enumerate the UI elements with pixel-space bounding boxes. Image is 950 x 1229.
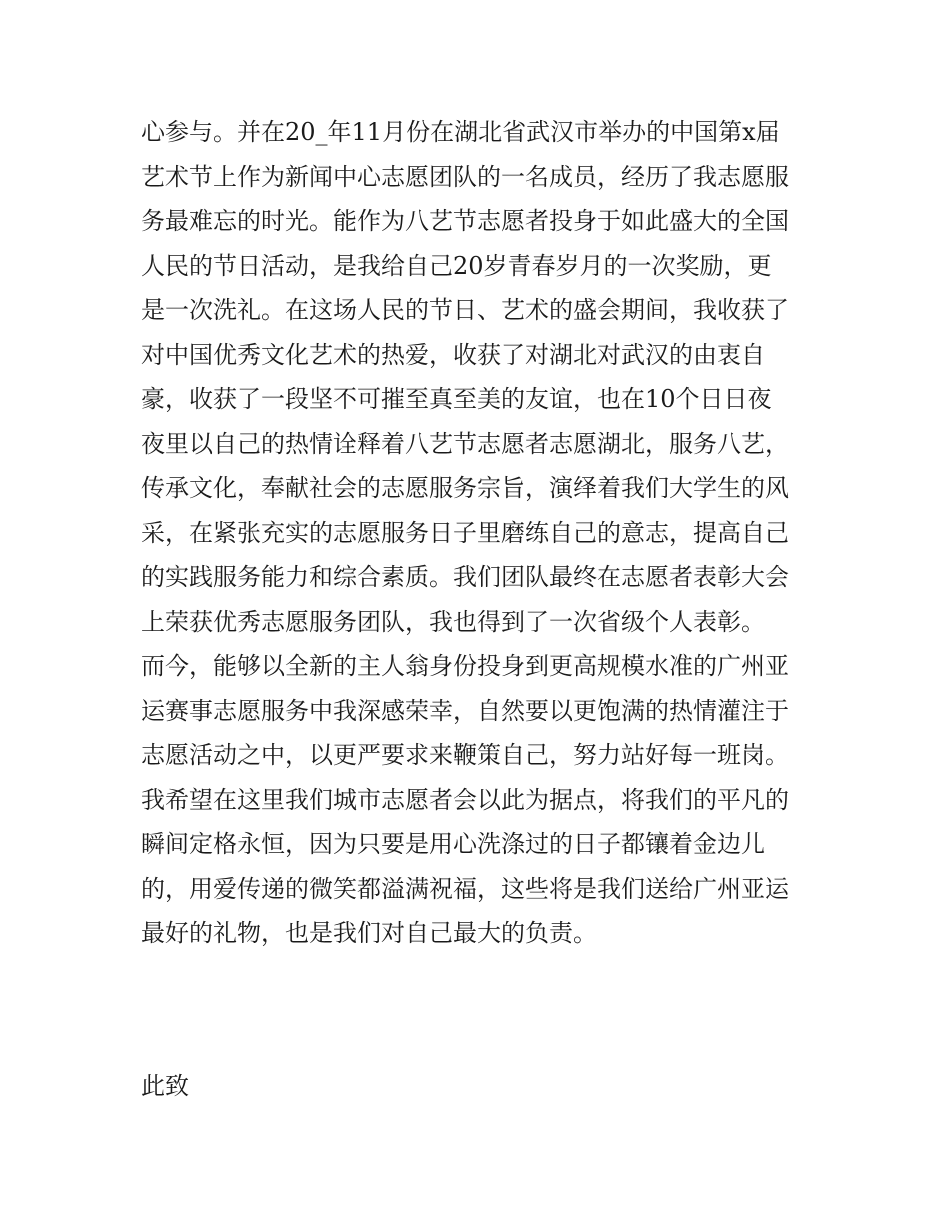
text-line: 上荣获优秀志愿服务团队，我也得到了一次省级个人表彰。: [141, 607, 765, 636]
text-line: 是一次洗礼。在这场人民的节日、艺术的盛会期间，我收获了: [141, 296, 789, 324]
text-line: 务最难忘的时光。能作为八艺节志愿者投身于如此盛大的全国: [141, 207, 789, 235]
text-line: 人民的节日活动，是我给自己20岁青春岁月的一次奖励，更: [141, 251, 772, 280]
text-line: 运赛事志愿服务中我深感荣幸，自然要以更饱满的热情灌注于: [141, 696, 789, 725]
text-line: 我希望在这里我们城市志愿者会以此为据点，将我们的平凡的: [141, 785, 789, 814]
text-line: 采，在紧张充实的志愿服务日子里磨练自己的意志，提高自己: [141, 518, 789, 547]
text-line: 瞬间定格永恒，因为只要是用心洗涤过的日子都镶着金边儿: [141, 830, 765, 858]
text-line: 夜里以自己的热情诠释着八艺节志愿者志愿湖北，服务八艺，: [141, 429, 789, 458]
text-line: 豪，收获了一段坚不可摧至真至美的友谊，也在10个日日夜: [141, 385, 772, 413]
text-line: 志愿活动之中，以更严要求来鞭策自己，努力站好每一班岗。: [141, 741, 789, 769]
text-line: 心参与。并在20_年11月份在湖北省武汉市举办的中国第x届: [141, 118, 780, 146]
text-line: 艺术节上作为新闻中心志愿团队的一名成员，经历了我志愿服: [141, 162, 789, 191]
text-line: 而今，能够以全新的主人翁身份投身到更高规模水准的广州亚: [141, 652, 789, 680]
closing-salutation: 此致: [141, 1072, 189, 1100]
text-line: 最好的礼物，也是我们对自己最大的负责。: [141, 919, 597, 947]
body-text: [141, 110, 831, 956]
text-line: 对中国优秀文化艺术的热爱，收获了对湖北对武汉的由衷自: [141, 340, 765, 369]
text-line: 的实践服务能力和综合素质。我们团队最终在志愿者表彰大会: [141, 563, 789, 591]
text-line: 传承文化，奉献社会的志愿服务宗旨，演绎着我们大学生的风: [141, 474, 789, 502]
text-line: 的，用爱传递的微笑都溢满祝福，这些将是我们送给广州亚运: [141, 874, 789, 903]
